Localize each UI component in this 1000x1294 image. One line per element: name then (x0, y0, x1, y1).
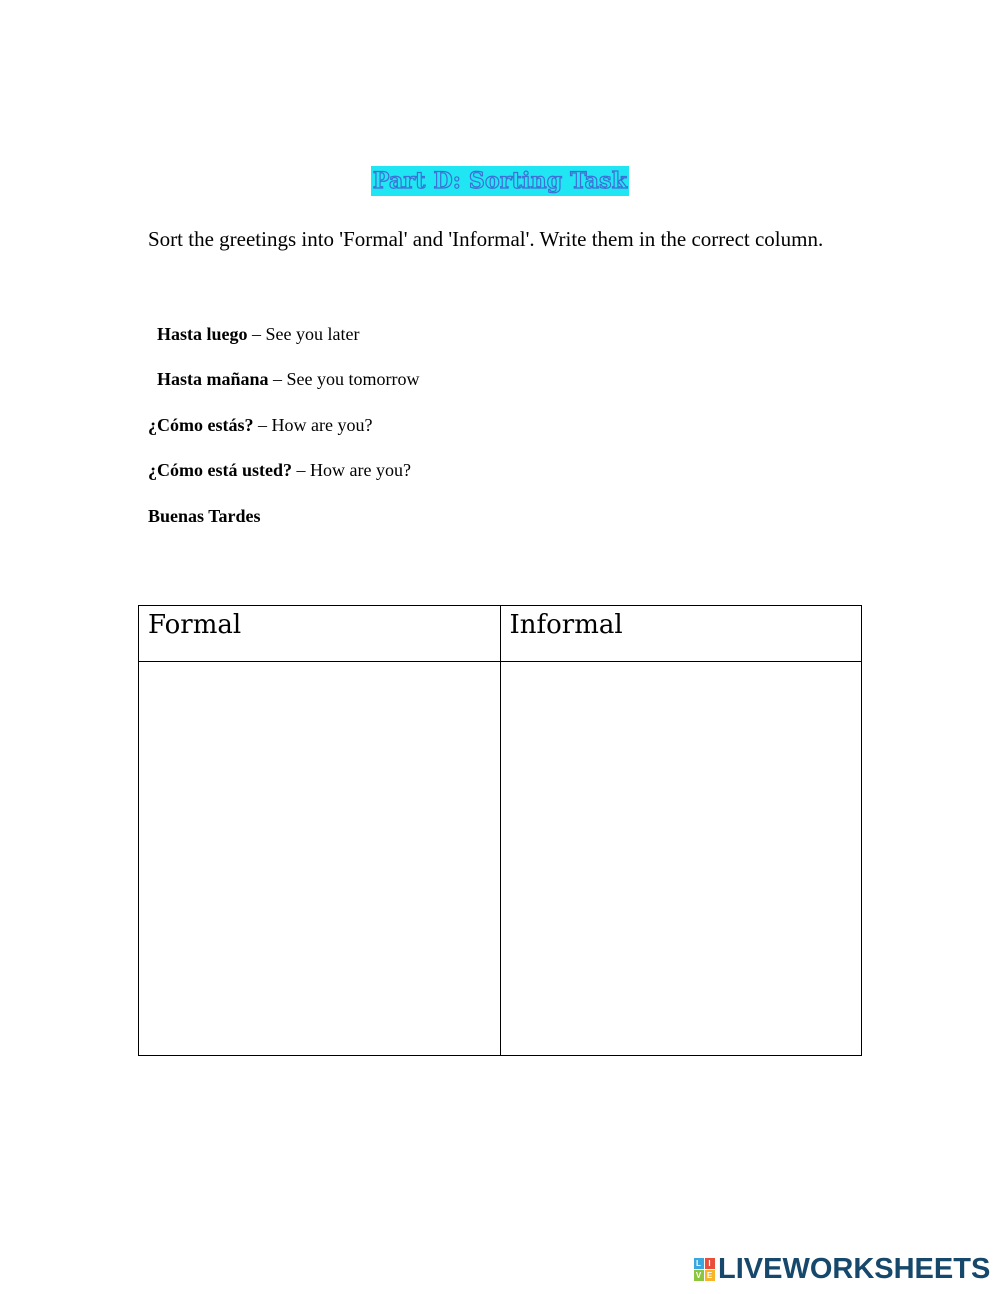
greeting-item (157, 368, 420, 390)
logo-letter: E (705, 1270, 715, 1281)
greeting-term: Hasta mañana (157, 369, 269, 389)
formal-answer-cell[interactable] (139, 662, 501, 1056)
column-header-formal: Formal (139, 606, 501, 662)
greeting-item (148, 414, 372, 436)
greeting-term: ¿Cómo está usted? (148, 460, 292, 480)
page-title: Part D: Sorting Task (372, 168, 628, 194)
greeting-item (148, 505, 261, 527)
logo-letter: I (705, 1258, 715, 1269)
greeting-term: ¿Cómo estás? (148, 415, 254, 435)
title-wrapper (0, 166, 1000, 196)
greeting-term: Buenas Tardes (148, 506, 261, 526)
instructions: Sort the greetings into 'Formal' and 'Informal'. Write them in the correct column. (148, 227, 824, 251)
table-header-row (139, 606, 862, 662)
logo-letter: V (694, 1270, 704, 1281)
greeting-translation: – How are you? (292, 460, 411, 480)
logo-text: LIVEWORKSHEETS (718, 1253, 991, 1285)
greeting-term: Hasta luego (157, 324, 248, 344)
table-row (139, 662, 862, 1056)
greeting-translation: – How are you? (253, 415, 373, 435)
sorting-table (138, 605, 862, 1056)
liveworksheets-logo-icon (693, 1257, 715, 1281)
column-header-informal: Informal (500, 606, 862, 662)
greeting-item (157, 323, 359, 345)
liveworksheets-logo (693, 1254, 990, 1284)
greeting-item (148, 459, 411, 481)
greeting-translation: – See you later (247, 324, 360, 344)
logo-letter: L (694, 1258, 704, 1269)
informal-answer-cell[interactable] (500, 662, 862, 1056)
greeting-translation: – See you tomorrow (268, 369, 420, 389)
